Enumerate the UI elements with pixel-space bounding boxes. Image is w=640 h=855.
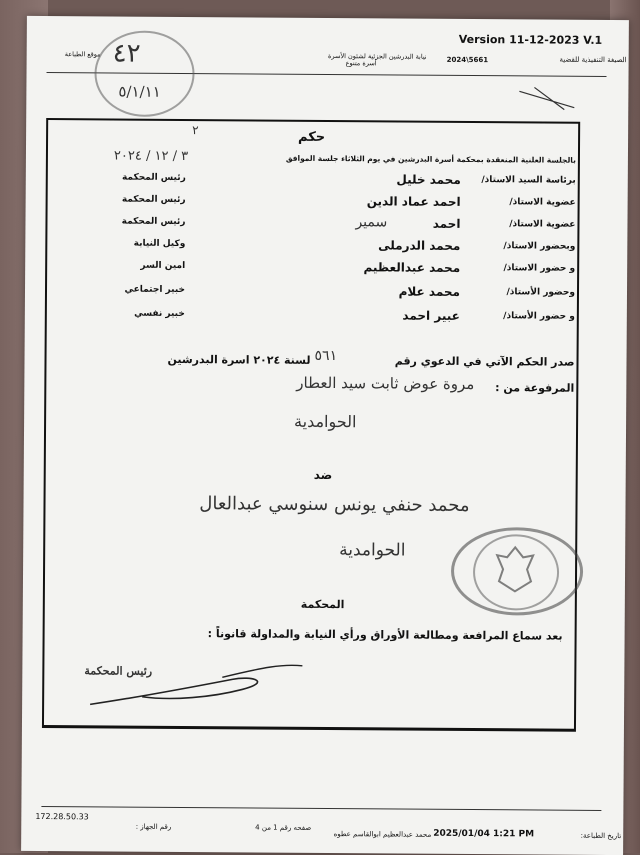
raised-by-label: المرفوعة من :: [495, 381, 575, 395]
defendant-name: محمد حنفي يونس سنوسي عبدالعال: [199, 493, 470, 517]
panel-row-name-handwritten: سمير: [355, 214, 388, 231]
panel-row-role: وكيل النيابة: [133, 238, 186, 250]
footer-divider: [41, 806, 601, 811]
page-info: صفحه رقم 1 من 4: [255, 823, 312, 832]
panel-row-role: رئيس المحكمة: [121, 172, 186, 184]
handwritten-date-mark: ٥/١/١١: [118, 82, 161, 101]
panel-row-label: وبحضور الاستاذ/: [503, 241, 576, 252]
issued-line-b: لسنة ٢٠٢٤ اسرة البدرشين: [167, 352, 311, 367]
ip-address: 172.28.50.33: [35, 811, 89, 822]
session-line: بالجلسة العلنية المنعقدة بمحكمة أسرة البدرشين في يوم الثلاثاء جلسة الموافق: [285, 153, 576, 165]
panel-row-role: خبير نفسي: [134, 308, 185, 320]
verdict-title: حكم: [298, 129, 326, 145]
against-label: ضد: [313, 467, 333, 483]
panel-row-role: خبير اجتماعي: [124, 284, 186, 296]
panel-row-label: برئاسة السيد الاستاذ/: [481, 175, 576, 186]
document-page: [21, 16, 629, 855]
small-hand-mark: ٢: [192, 123, 199, 138]
print-location-label: موقع الطباعة: [64, 50, 101, 59]
after-hearing-text: بعد سماع المرافعة ومطالعة الأوراق ورأي النيابة والمداولة قانوناً :: [207, 627, 563, 643]
case-number: 2024\5661: [446, 55, 489, 65]
case-number-hand: ٥٦١: [314, 347, 338, 365]
chief-label: رئيس المحكمة: [84, 664, 153, 678]
eagle-emblem: [493, 543, 537, 595]
panel-row-name: احمد: [432, 216, 461, 231]
chief-signature: [82, 656, 312, 718]
panel-row-name: محمد علام: [398, 284, 461, 299]
court-heading: المحكمة: [300, 597, 345, 612]
handwritten-number: ٤٢: [112, 38, 141, 69]
version-label: Version 11-12-2023 V.1: [458, 32, 603, 47]
panel-row-role: رئيس المحكمة: [121, 216, 186, 228]
issued-line-a: صدر الحكم الآتي في الدعوي رقم: [394, 354, 575, 369]
printed-by: محمد عبدالعظيم ابوالقاسم عطوه: [333, 830, 432, 839]
panel-row-label: عضوية الاستاذ/: [509, 197, 576, 208]
panel-row-label: عضوية الاستاذ/: [509, 219, 576, 230]
panel-row-label: و حضور الأستاذ/: [503, 311, 575, 322]
session-date: ٣ / ١٢ / ٢٠٢٤: [113, 148, 189, 165]
panel-row-role: رئيس المحكمة: [121, 194, 186, 206]
panel-row-name: محمد عبدالعظيم: [363, 260, 461, 275]
panel-row-name: احمد عماد الدين: [366, 194, 461, 209]
plaintiff-name: مروة عوض ثابت سيد العطار: [296, 373, 475, 394]
panel-row-label: وحضور الأستاذ/: [506, 287, 576, 298]
handwritten-circle: [94, 30, 195, 117]
page-label: الصيغة التنفيذية للقضية: [559, 55, 627, 65]
panel-row-name: محمد خليل: [396, 172, 461, 187]
corner-scribble: [514, 79, 584, 119]
panel-row-name: محمد الدرملى: [378, 238, 461, 253]
prosecution-label: نيابة البدرشين الجزئية لشئون الأسرة: [327, 52, 427, 61]
panel-row-name: عبير احمد: [402, 308, 460, 323]
panel-row-label: و حضور الاستاذ/: [503, 263, 576, 274]
print-date-label: تاريخ الطباعة:: [580, 831, 622, 841]
family-exempt-label: أسرة متنوع: [345, 59, 377, 68]
panel-row-role: امين السر: [140, 260, 186, 272]
defendant-place: الحوامدية: [339, 540, 406, 561]
plaintiff-place: الحوامدية: [294, 411, 357, 432]
device-label: رقم الجهاز :: [135, 822, 172, 831]
printed-at: 2025/01/04 1:21 PM: [433, 828, 535, 840]
